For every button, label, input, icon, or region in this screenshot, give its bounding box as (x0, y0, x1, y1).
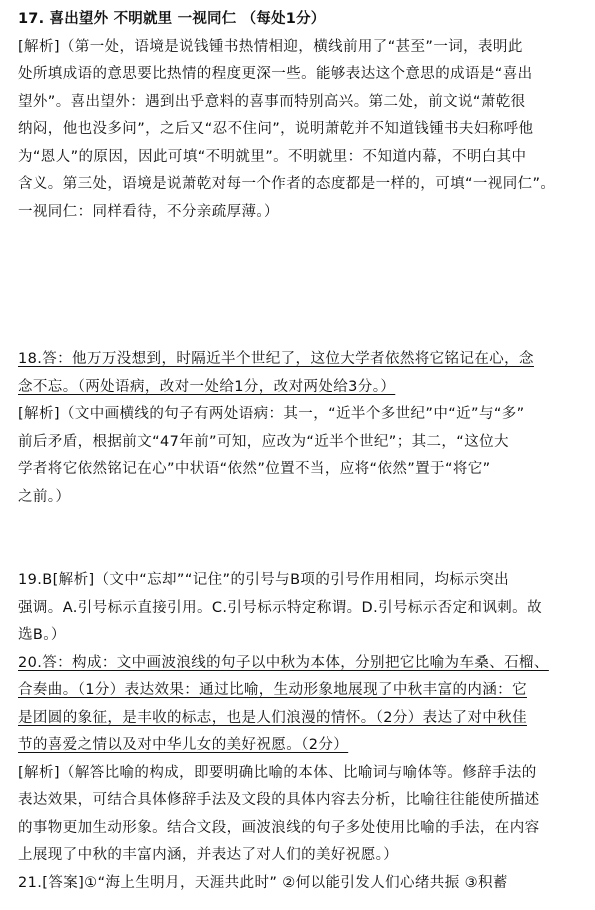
q17-analysis (18, 34, 581, 227)
analysis-line: 一视同仁：同样看待，不分亲疏厚薄。） (18, 203, 279, 220)
q18-analysis (18, 401, 581, 511)
answer-line: 20.答：构成：文中画波浪线的句子以中秋为本体，分别把它比喻为车桑、石榴、 (18, 654, 549, 671)
answer-line: 强调。A.引号标示直接引用。C.引号标示特定称谓。D.引号标示否定和讽刺。故 (18, 599, 542, 616)
analysis-line: 的事物更加生动形象。结合文段，画波浪线的句子多处使用比喻的手法，在内容 (18, 819, 540, 836)
answer-line: 是团圆的象征，是丰收的标志，也是人们浪漫的情怀。（2分）表达了对中秋佳 (18, 709, 527, 726)
q17-answer: 17. 喜出望外 不明就里 一视同仁 （每处1分） (18, 11, 326, 27)
answer-line: 选B。） (18, 627, 66, 643)
analysis-line: [解析]（文中画横线的句子有两处语病：其一，“近半个多世纪”中“近”与“多” (18, 406, 525, 422)
analysis-line: 学者将它依然铭记在心”中状语“依然”位置不当，应将“依然”置于“将它” (18, 461, 491, 477)
answer-line: 念不忘。（两处语病，改对一处给1分，改对两处给3分。） (18, 378, 396, 395)
q19-answer (18, 567, 581, 650)
answer-line: 19.B[解析]（文中“忘却”“记住”的引号与B项的引号作用相同，均标示突出 (18, 572, 510, 588)
q20-answer (18, 650, 581, 760)
q21-answer: 21.[答案]①“海上生明月，天涯共此时” ②何以能引发人们心绪共振 ③积蓄 (18, 874, 508, 891)
analysis-line: 纳闷，他也没多问”，之后又“忍不住问”，说明萧乾并不知道钱锺书夫妇称呼他 (18, 121, 534, 137)
analysis-line: 望外”。喜出望外：遇到出乎意料的喜事而特别高兴。第二处，前文说“萧乾很 (18, 93, 526, 110)
answer-line: 18.答：他万万没想到，时隔近半个世纪了，这位大学者依然将它铭记在心，念 (18, 351, 534, 367)
analysis-line: 含义。第三处，语境是说萧乾对每一个作者的态度都是一样的，可填“一视同仁”。 (18, 176, 556, 192)
analysis-line: 为“恩人”的原因，因此可填“不明就里”。不明就里：不知道内幕，不明白其中 (18, 148, 527, 165)
analysis-line: 上展现了中秋的丰富内涵，并表达了对人们的美好祝愿。） (18, 847, 399, 863)
analysis-line: 表达效果，可结合具体修辞手法及文段的具体内容去分析，比喻往往能使所描述 (18, 792, 540, 808)
analysis-line: 处所填成语的意思要比热情的程度更深一些。能够表达这个意思的成语是“喜出 (18, 66, 533, 82)
analysis-line: 前后矛盾，根据前文“47年前”可知，应改为“近半个世纪”；其二，“这位大 (18, 433, 509, 450)
q18-answer (18, 346, 581, 401)
blank-space (18, 511, 581, 567)
q20-analysis (18, 760, 581, 870)
blank-space (18, 226, 581, 346)
answer-line: 合奏曲。（1分）表达效果：通过比喻，生动形象地展现了中秋丰富的内涵：它 (18, 682, 527, 698)
answer-line: 节的喜爱之情以及对中华儿女的美好祝愿。（2分） (18, 737, 349, 753)
analysis-line: [解析]（解答比喻的构成，即要明确比喻的本体、比喻词与喻体等。修辞手法的 (18, 764, 537, 781)
analysis-line: [解析]（第一处，语境是说钱锺书热情相迎，横线前用了“甚至”一词，表明此 (18, 38, 523, 55)
analysis-line: 之前。） (18, 488, 71, 505)
